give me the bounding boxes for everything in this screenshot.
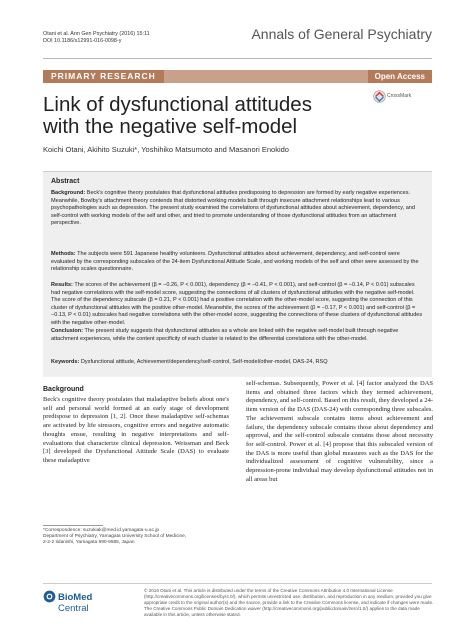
title-line: Link of dysfunctional attitudes [43,93,312,116]
journal-name: Annals of General Psychiatry [251,26,432,42]
keywords-text: Dysfunctional attitude, Achievement/dependency/self-control, Self-model/other-model, DAS-24, RSQ [80,359,328,365]
background-heading: Background [43,386,84,393]
citation [43,31,203,45]
abstract-keywords [51,359,425,367]
doi-line: DOI 10.1186/s12991-016-0098-y [43,38,122,44]
results-text: The scores of the achievement (β = −0.26, P < 0.001), dependency (β = −0.41, P < 0.001), and self-control (β = −0.14, P < 0.01) subscales had negative correlations with the self-model score, suggesting the connections of all clusters of dysfunctional attitudes with the negative self-model. The score of the dependency subscale (β = 0.21, P < 0.001) had a positive correlation with the other-model score, suggesting the connection of this cluster of dysfunctional attitudes with the positive other-model. Meanwhile, the scores of the achievement (β = −0.17, P < 0.001) and self-control (β = −0.13, P < 0.01) subscales had negative correlations with the other-model score, suggesting the connections of these clusters of dysfunctional attitudes with the negative other-model. [51,282,423,326]
title-line: with the negative self-model [43,115,298,138]
abstract-results [51,282,425,327]
logo-bold-part: BioMed [58,592,93,603]
right-column-text: self-schemas. Subsequently, Power et al. [4] factor analyzed the DAS items and obtained three factors which they termed achievement, dependency, and self-control. Based on this result, they developed a 24-item version of the DAS (DAS-24) with corresponding three subscales. The achievement subscale contains items about achievement and failure, the dependency subscale contains those about dependency and approval, and the self-control subscale contains those about necessity for self-control. Power et al. [4] propose that this subscaled version of the DAS is more useful than global measures such as the DAS for the individualized assessment of cognitive vulnerability, since a depression-prone individual may develop dysfunctional attitudes not in all areas but [246,380,433,483]
article-type-label: PRIMARY RESEARCH [43,70,164,83]
conclusion-text: The present study suggests that dysfunctional attitudes as a whole are linked with the negative self-model built through negative attachment experiences, while the content specificity of each cluster is related to the differential correlations with the other-model. [51,328,399,342]
footer-divider [43,583,432,584]
author-list: Koichi Otani, Akihito Suzuki*, Yoshihiko Matsumoto and Masanori Enokido [43,145,289,154]
correspondence-email: *Correspondence: suzukiak@med.id.yamagata-u.ac.jp [43,528,160,533]
correspondence-footnote [43,528,233,546]
open-access-badge: Open Access [368,70,432,83]
abstract-background [51,190,425,228]
logo-regular-part: Central [58,603,89,614]
biomed-central-wordmark [58,592,118,614]
header-divider [43,58,432,59]
article-type-banner [43,70,432,83]
license-text: © 2016 Otani et al. This article is distributed under the terms of the Creative Commons Attribution 4.0 International License (http://creativecommons.org/licenses/by/4.0/), which permits unrestricted use, distribution, and reproduction in any medium, provided you give appropriate credit to the original author(s) and the source, provide a link to the Creative Commons license, and indicate if changes were made. The Creative Commons Public Domain Dedication waiver (http://creativecommons.org/publicdomain/zero/1.0/) applies to the data made available in this article, unless otherwise stated. [144,588,434,617]
biomed-central-icon [43,590,56,603]
left-column-text: Beck's cognitive theory postulates that maladaptive beliefs about one's self and personal world formed at an early stage of development predispose to depression [1, 2]. Once these maladaptive self-schemas are activated by life stressors, cognitive errors and negative automatic thoughts ensue, resulting in negative interpretations and self-evaluations that characterize clinical depression. Weissman and Beck [3] developed the Dysfunctional Attitude Scale (DAS) to evaluate these maladaptive [43,396,229,464]
abstract-heading: Abstract [51,178,80,185]
crossmark-badge[interactable] [373,90,433,104]
affiliation: Department of Psychiatry, Yamagata University School of Medicine, [43,534,187,539]
keywords-label: Keywords: [51,359,80,365]
background-text: Beck's cognitive theory postulates that dysfunctional attitudes predisposing to depression are formed by early negative experiences. Meanwhile, Bowlby's attachment theory contends that distorted working models built through insecure attachment relationships lead to various psychopathologies such as depression. The present study examined the correlations of dysfunctional attitudes about achievement, dependency, and self-control with working models of the self and other, and tried to promote understanding of those dysfunctional attitudes from an attachment perspective. [51,190,415,226]
address: 2-2-2 Iidanishi, Yamagata 990-9585, Japan [43,540,135,545]
citation-line: Otani et al. Ann Gen Psychiatry (2016) 15:11 [43,31,150,37]
biomed-central-logo [43,590,118,614]
abstract-conclusion [51,328,425,343]
methods-label: Methods: [51,251,76,257]
results-label: Results: [51,282,73,288]
background-label: Background: [51,190,86,196]
footnote-divider [43,525,103,526]
methods-text: The subjects were 591 Japanese healthy volunteers. Dysfunctional attitudes about achievement, dependency, and self-control were evaluated by the corresponding subscales of the 24-item Dysfunctional Attitude Scale, and working models of the self and other were assessed by the relationship scales questionnaire. [51,251,419,272]
page-title [43,94,363,138]
abstract-methods [51,251,425,274]
crossmark-icon [373,90,386,103]
crossmark-label: CrossMark [387,93,412,99]
conclusion-label: Conclusion: [51,328,84,334]
